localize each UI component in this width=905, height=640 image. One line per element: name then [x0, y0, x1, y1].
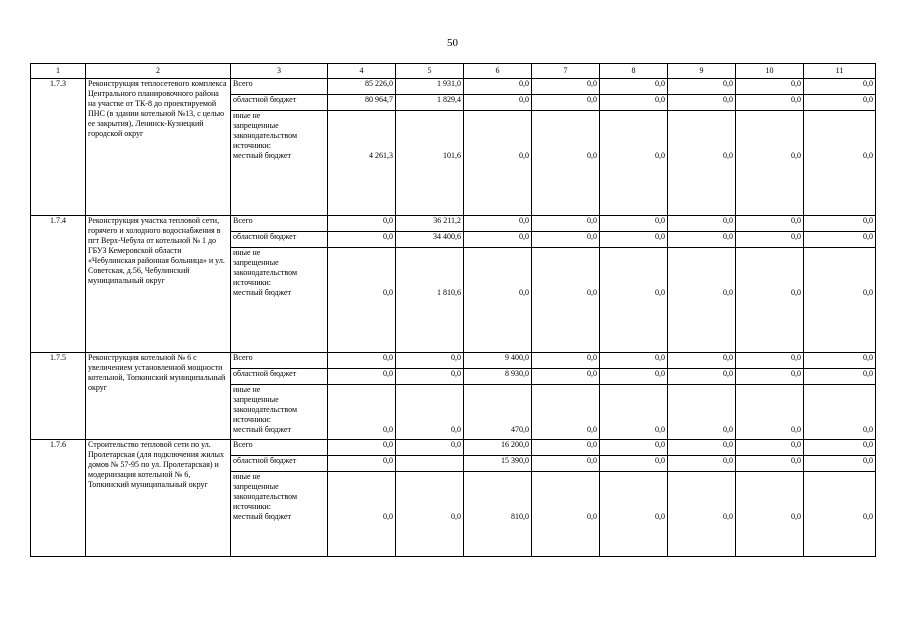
source-other-text: источники:: [233, 141, 271, 150]
value-cell: 0,0: [668, 369, 736, 385]
source-local-label: местный бюджет: [233, 151, 291, 160]
value-cell: 0,0: [532, 353, 600, 369]
value-cell: 9 400,0: [464, 353, 532, 369]
column-number-row: [31, 64, 876, 79]
source-other-text: запрещенные: [233, 258, 279, 267]
measure-id: 1.7.5: [31, 353, 86, 440]
source-other-text: иные не: [233, 111, 261, 120]
column-header: 9: [668, 64, 736, 79]
value-cell: 0,0: [668, 111, 736, 216]
value-cell: 0,0: [532, 472, 600, 557]
value-cell: 0,0: [328, 456, 396, 472]
value-cell: 0,0: [668, 79, 736, 95]
column-header: 10: [736, 64, 804, 79]
value-cell: 0,0: [600, 353, 668, 369]
column-header: 6: [464, 64, 532, 79]
value-cell: [396, 456, 464, 472]
page-number: 50: [447, 37, 458, 49]
measure-name: Реконструкция теплосетевого комплекса Центрального планировочного района на участке от ТК-8 до проектируемой ПНС (в здании котельной №13, с целью ее закрытия), Ленинск-Кузнецкий городской округ: [86, 79, 231, 216]
column-header: 5: [396, 64, 464, 79]
value-cell: 0,0: [532, 248, 600, 353]
value-cell: 0,0: [328, 385, 396, 440]
value-cell: 0,0: [668, 232, 736, 248]
value-cell: 0,0: [532, 79, 600, 95]
value-cell: 0,0: [328, 369, 396, 385]
value-cell: 0,0: [532, 232, 600, 248]
measure-row-total: [31, 353, 876, 369]
value-cell: 16 200,0: [464, 440, 532, 456]
value-cell: 0,0: [736, 385, 804, 440]
value-cell: 0,0: [668, 216, 736, 232]
value-cell: 0,0: [328, 472, 396, 557]
column-header: 7: [532, 64, 600, 79]
measure-name: Реконструкция участка тепловой сети, горячего и холодного водоснабжения в пгт Верх-Чебула от котельной № 1 до ГБУЗ Кемеровской области «Чебулинская районная больница» и ул. Советская, д.56, Чебулинский муниципальный округ: [86, 216, 231, 353]
value-cell: 0,0: [804, 248, 876, 353]
value-cell: 0,0: [736, 95, 804, 111]
value-cell: 0,0: [328, 248, 396, 353]
value-cell: 0,0: [736, 440, 804, 456]
column-header: 8: [600, 64, 668, 79]
value-cell: 0,0: [532, 369, 600, 385]
value-cell: 0,0: [668, 385, 736, 440]
value-cell: 0,0: [804, 440, 876, 456]
value-cell: 0,0: [396, 385, 464, 440]
value-cell: 0,0: [396, 369, 464, 385]
source-local-label: местный бюджет: [233, 512, 291, 521]
measure-id: 1.7.3: [31, 79, 86, 216]
value-cell: 80 964,7: [328, 95, 396, 111]
value-cell: 0,0: [804, 95, 876, 111]
value-cell: 1 829,4: [396, 95, 464, 111]
value-cell: 0,0: [736, 456, 804, 472]
value-cell: 0,0: [804, 456, 876, 472]
value-cell: 34 400,6: [396, 232, 464, 248]
source-other-text: источники:: [233, 502, 271, 511]
source-other-text: законодательством: [233, 405, 298, 414]
source-other-text: источники:: [233, 415, 271, 424]
source-total-label: Всего: [231, 353, 328, 369]
source-other-label: [231, 111, 328, 216]
column-header: 2: [86, 64, 231, 79]
value-cell: 0,0: [328, 232, 396, 248]
value-cell: 0,0: [600, 456, 668, 472]
measure-name: Реконструкция котельной № 6 с увеличением установленной мощности котельной, Топкинский муниципальный округ: [86, 353, 231, 440]
source-regional-label: областной бюджет: [231, 456, 328, 472]
source-total-label: Всего: [231, 79, 328, 95]
value-cell: 0,0: [804, 353, 876, 369]
value-cell: 0,0: [464, 95, 532, 111]
value-cell: 101,6: [396, 111, 464, 216]
value-cell: 0,0: [532, 440, 600, 456]
value-cell: 0,0: [464, 248, 532, 353]
value-cell: 0,0: [532, 216, 600, 232]
value-cell: 0,0: [532, 456, 600, 472]
value-cell: 0,0: [328, 353, 396, 369]
source-other-text: иные не: [233, 385, 261, 394]
value-cell: 0,0: [464, 216, 532, 232]
value-cell: 36 211,2: [396, 216, 464, 232]
value-cell: 0,0: [600, 232, 668, 248]
source-other-text: запрещенные: [233, 482, 279, 491]
value-cell: 0,0: [668, 353, 736, 369]
value-cell: 0,0: [804, 111, 876, 216]
column-header: 4: [328, 64, 396, 79]
value-cell: 0,0: [600, 95, 668, 111]
measure-id: 1.7.6: [31, 440, 86, 557]
measure-name: Строительство тепловой сети по ул. Пролетарская (для подключения жилых домов № 57-95 по ул. Пролетарская) и модернизация котельной № 6, Топкинский муниципальный округ: [86, 440, 231, 557]
value-cell: 0,0: [532, 111, 600, 216]
column-header: 1: [31, 64, 86, 79]
source-other-text: источники:: [233, 278, 271, 287]
source-other-text: запрещенные: [233, 395, 279, 404]
value-cell: 0,0: [600, 111, 668, 216]
value-cell: 0,0: [464, 79, 532, 95]
source-regional-label: областной бюджет: [231, 232, 328, 248]
value-cell: 0,0: [464, 111, 532, 216]
column-header: 11: [804, 64, 876, 79]
value-cell: 0,0: [736, 111, 804, 216]
value-cell: 0,0: [804, 472, 876, 557]
value-cell: 0,0: [668, 440, 736, 456]
value-cell: 85 226,0: [328, 79, 396, 95]
source-other-label: [231, 248, 328, 353]
source-total-label: Всего: [231, 440, 328, 456]
measure-row-total: [31, 440, 876, 456]
measure-row-total: [31, 216, 876, 232]
value-cell: 810,0: [464, 472, 532, 557]
value-cell: 0,0: [532, 95, 600, 111]
source-other-text: запрещенные: [233, 121, 279, 130]
value-cell: 0,0: [804, 369, 876, 385]
value-cell: 0,0: [804, 385, 876, 440]
source-total-label: Всего: [231, 216, 328, 232]
source-other-label: [231, 385, 328, 440]
value-cell: 0,0: [736, 232, 804, 248]
source-other-text: иные не: [233, 248, 261, 257]
column-header: 3: [231, 64, 328, 79]
value-cell: 0,0: [464, 232, 532, 248]
source-other-text: законодательством: [233, 492, 298, 501]
value-cell: 470,0: [464, 385, 532, 440]
value-cell: 15 390,0: [464, 456, 532, 472]
value-cell: 0,0: [396, 472, 464, 557]
value-cell: 0,0: [804, 79, 876, 95]
value-cell: 8 930,0: [464, 369, 532, 385]
value-cell: 0,0: [600, 79, 668, 95]
value-cell: 0,0: [736, 472, 804, 557]
source-local-label: местный бюджет: [233, 288, 291, 297]
value-cell: 0,0: [328, 216, 396, 232]
value-cell: 0,0: [804, 232, 876, 248]
source-other-text: законодательством: [233, 268, 298, 277]
value-cell: 0,0: [668, 472, 736, 557]
value-cell: 0,0: [600, 369, 668, 385]
budget-table: [30, 63, 876, 557]
value-cell: 0,0: [736, 353, 804, 369]
value-cell: 0,0: [736, 369, 804, 385]
value-cell: 0,0: [396, 440, 464, 456]
value-cell: 0,0: [600, 248, 668, 353]
value-cell: 0,0: [668, 456, 736, 472]
value-cell: 0,0: [328, 440, 396, 456]
value-cell: 4 261,3: [328, 111, 396, 216]
source-other-text: законодательством: [233, 131, 298, 140]
value-cell: 1 931,0: [396, 79, 464, 95]
value-cell: 0,0: [668, 248, 736, 353]
value-cell: 1 810,6: [396, 248, 464, 353]
value-cell: 0,0: [532, 385, 600, 440]
source-regional-label: областной бюджет: [231, 369, 328, 385]
value-cell: 0,0: [668, 95, 736, 111]
value-cell: 0,0: [600, 216, 668, 232]
measure-row-total: [31, 79, 876, 95]
source-regional-label: областной бюджет: [231, 95, 328, 111]
value-cell: 0,0: [736, 79, 804, 95]
source-other-text: иные не: [233, 472, 261, 481]
value-cell: 0,0: [736, 216, 804, 232]
value-cell: 0,0: [600, 440, 668, 456]
measure-id: 1.7.4: [31, 216, 86, 353]
value-cell: 0,0: [804, 216, 876, 232]
value-cell: 0,0: [600, 472, 668, 557]
value-cell: 0,0: [736, 248, 804, 353]
value-cell: 0,0: [600, 385, 668, 440]
value-cell: 0,0: [396, 353, 464, 369]
source-other-label: [231, 472, 328, 557]
source-local-label: местный бюджет: [233, 425, 291, 434]
